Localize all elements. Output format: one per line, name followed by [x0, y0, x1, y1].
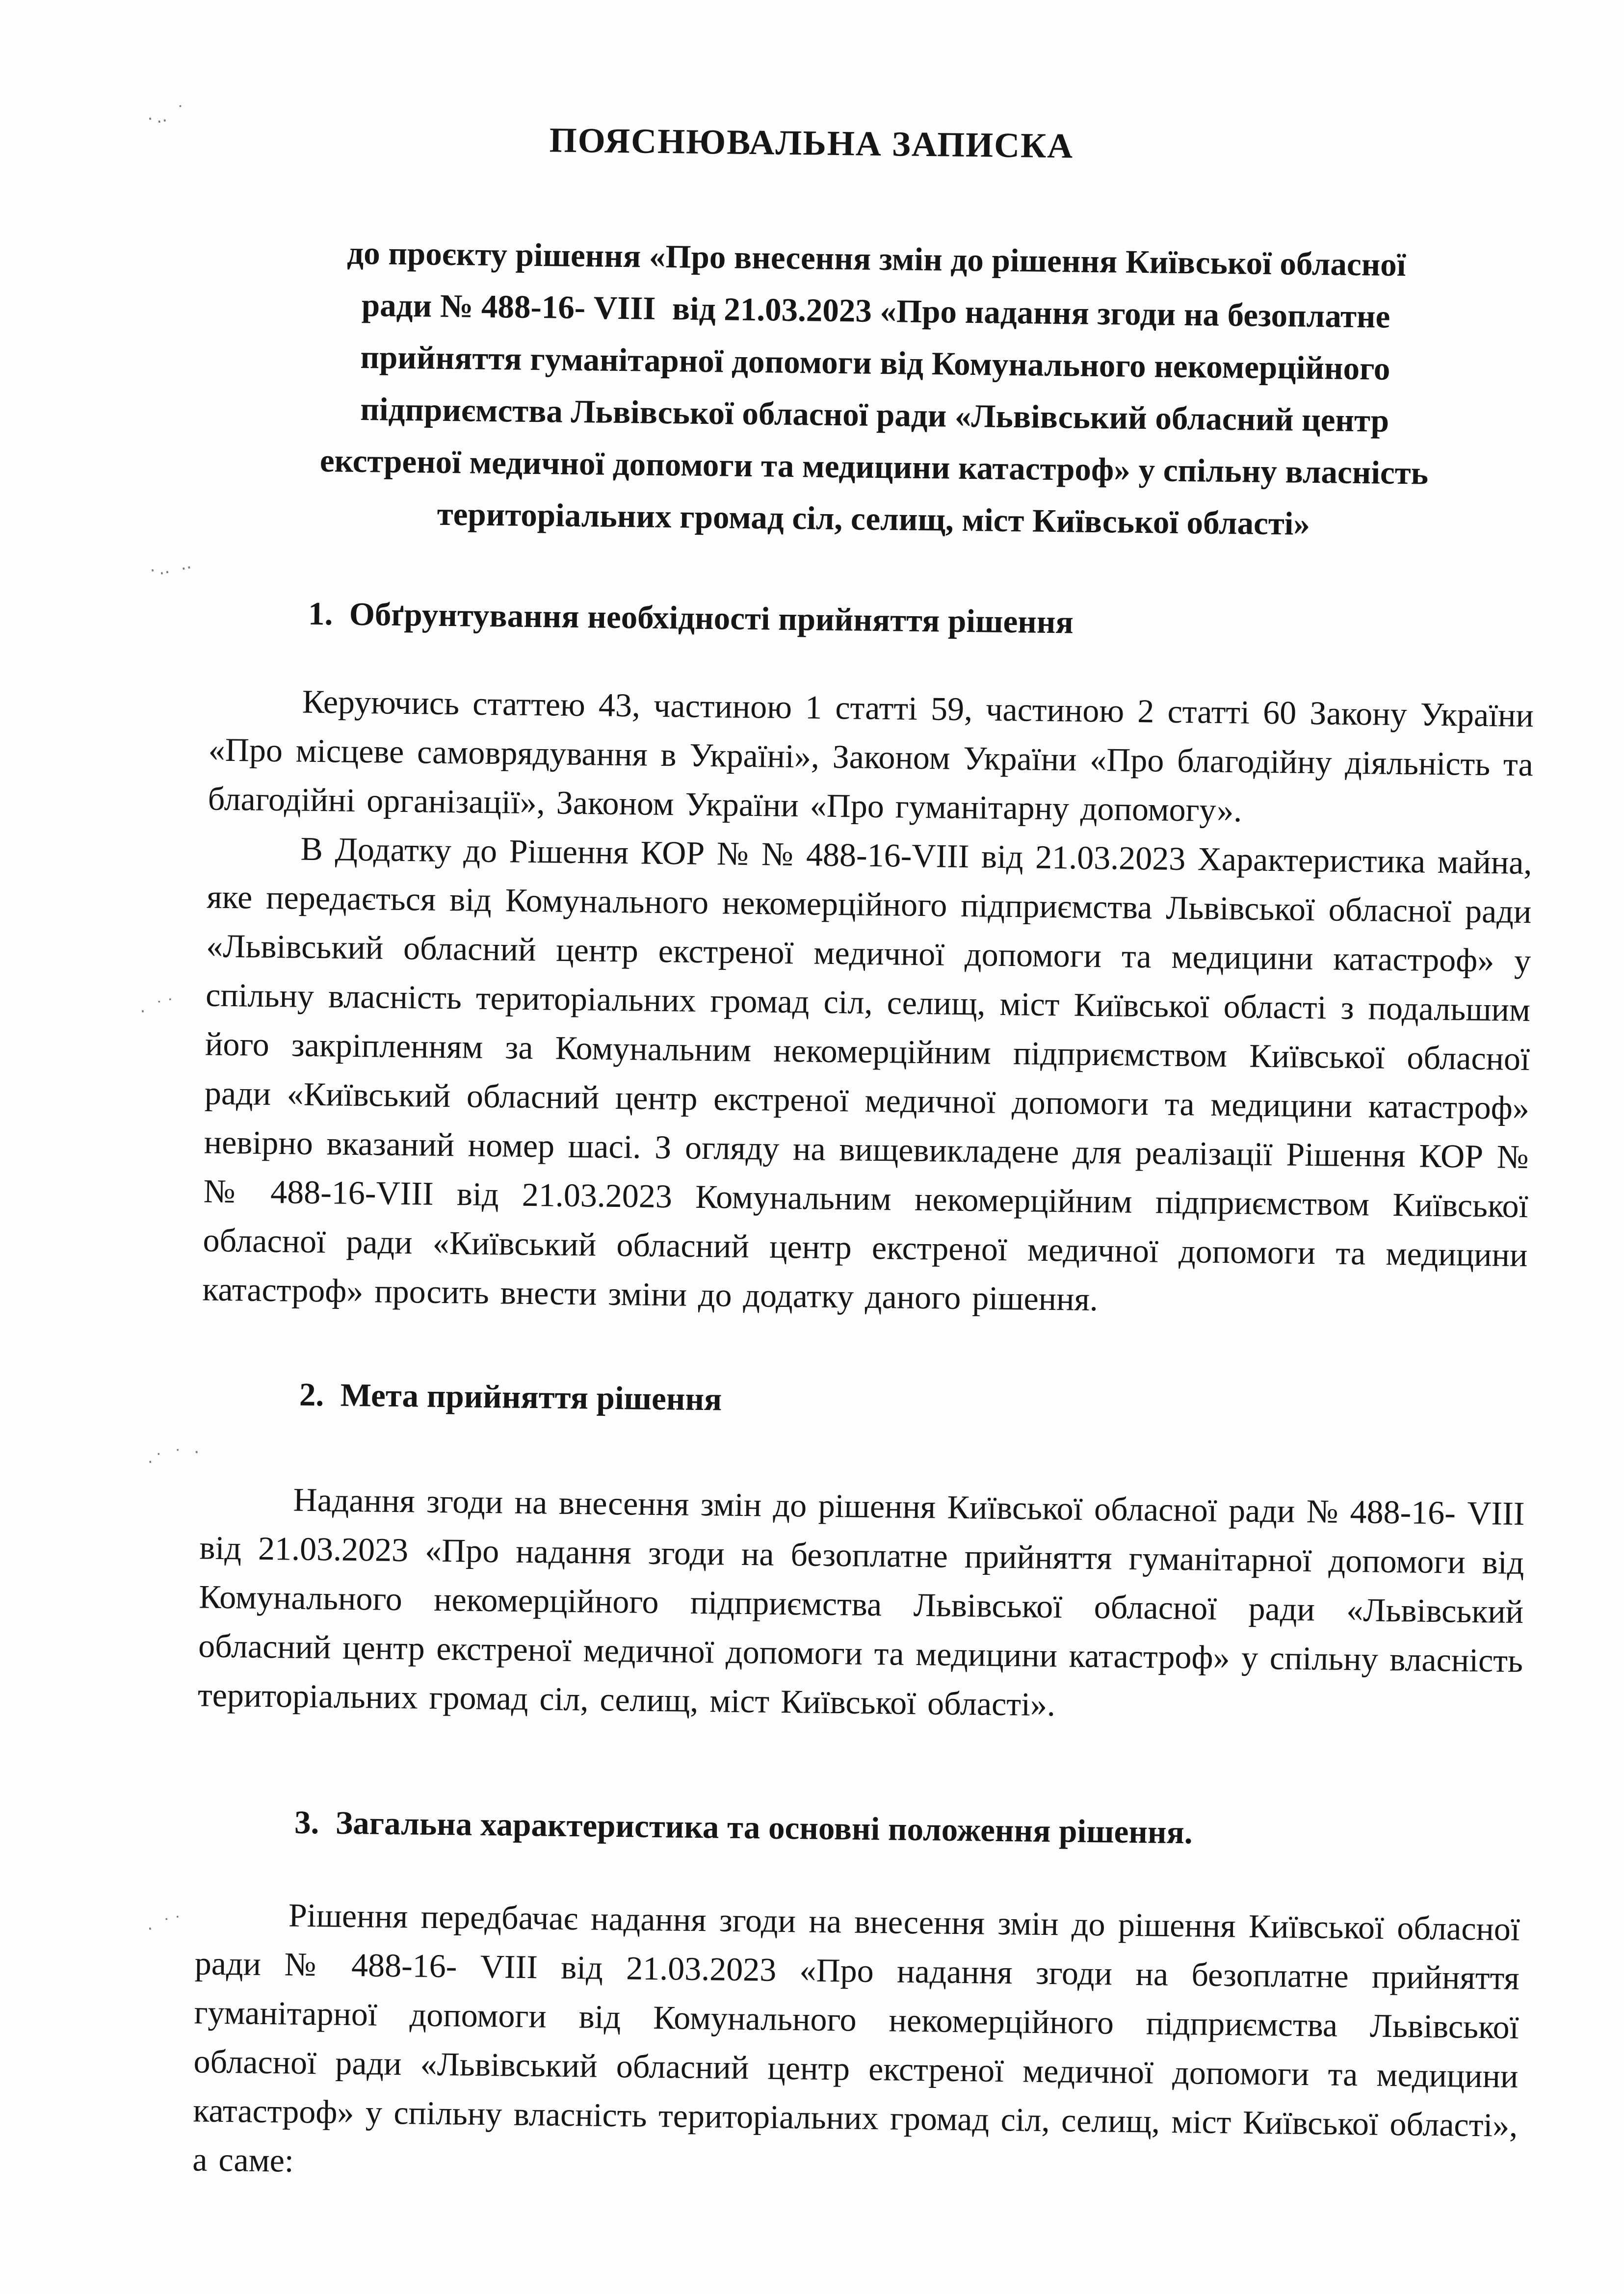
scan-artifact: · ˙˙ — [138, 994, 181, 1022]
subtitle-line: територіальних громад сіл, селищ, міст Київської області» — [437, 495, 1310, 542]
scan-artifact: ·‥ ‥ — [148, 552, 196, 581]
section-1-paragraph-1: Керуючись статтею 43, частиною 1 статті 59, частиною 2 статті 60 Закону України «Про місцеве самоврядування в Україні», Законом України «Про благодійну діяльність та благодійні організації», Законом України «Про гуманітарну допомогу». — [208, 682, 1534, 829]
section-1 — [202, 594, 1535, 1329]
subtitle-line: ради № 488-16- VIII від 21.03.2023 «Про надання згоди на безоплатне — [361, 287, 1390, 335]
section-3 — [192, 1802, 1521, 2199]
subtitle-line: екстреної медичної допомоги та медицини катастроф» у спільну власність — [319, 443, 1429, 492]
section-2 — [198, 1375, 1526, 1734]
subtitle-line: до проєкту рішення «Про внесення змін до рішення Київської обласної — [346, 235, 1406, 284]
scan-artifact: ·˙ ˙ · — [146, 1441, 205, 1473]
section-2-paragraph-1: Надання згоди на внесення змін до рішення Київської обласної ради № 488-16- VIII від 21.03.2023 «Про надання згоди на безоплатне прийняття гуманітарної допомоги від Комунального некомерційного підприємства Львівської обласної ради «Львівський обласний центр екстреної медичної допомоги та медицини катастроф» у спільну власність територіальних громад сіл, селищ, міст Київської області». — [197, 1481, 1525, 1723]
scan-artifact: ·‥ ˙ — [145, 101, 191, 130]
scan-artifact: · ˙˙ — [145, 1912, 188, 1939]
document-subtitle — [211, 226, 1539, 553]
subtitle-line: прийняття гуманітарної допомоги від Комунального некомерційного — [360, 339, 1390, 387]
section-3-paragraph-1: Рішення передбачає надання згоди на внесення змін до рішення Київської обласної ради № 488-16- VIII від 21.03.2023 «Про надання згоди на безоплатне прийняття гуманітарної допомоги від Комунального некомерційного підприємства Львівської обласної ради «Львівський обласний центр екстреної медичної допомоги та медицини катастроф» у спільну власність територіальних громад сіл, селищ, міст Київської області», а саме: — [192, 1896, 1520, 2179]
section-1-heading: 1. Обґрунтування необхідності прийняття рішення — [308, 595, 1074, 641]
document-title: ПОЯСНЮВАЛЬНА ЗАПИСКА — [549, 120, 1074, 166]
section-1-paragraph-2: В Додатку до Рішення КОР № № 488-16-VIII від 21.03.2023 Характеристика майна, яке передається від Комунального некомерційного підприємства Львівської обласної ради «Львівський обласний центр екстреної медичної допомоги та медицини катастроф» у спільну власність територіальних громад сіл, селищ, міст Київської області з подальшим його закріпленням за Комунальним некомерційним підприємством Київської обласної ради «Київський обласний центр екстреної медичної допомоги та медицини катастроф» невірно вказаний номер шасі. З огляду на вищевикладене для реалізації Рішення КОР № № 488-16-VIII від 21.03.2023 Комунальним некомерційним підприємством Київської обласної ради «Київський обласний центр екстреної медичної допомоги та медицини катастроф» просить внести зміни до додатку даного рішення. — [202, 830, 1532, 1318]
section-2-heading: 2. Мета прийняття рішення — [299, 1376, 722, 1418]
subtitle-line: підприємства Львівської обласної ради «Львівський обласний центр — [360, 391, 1389, 439]
section-3-heading: 3. Загальна характеристика та основні положення рішення. — [294, 1804, 1193, 1851]
